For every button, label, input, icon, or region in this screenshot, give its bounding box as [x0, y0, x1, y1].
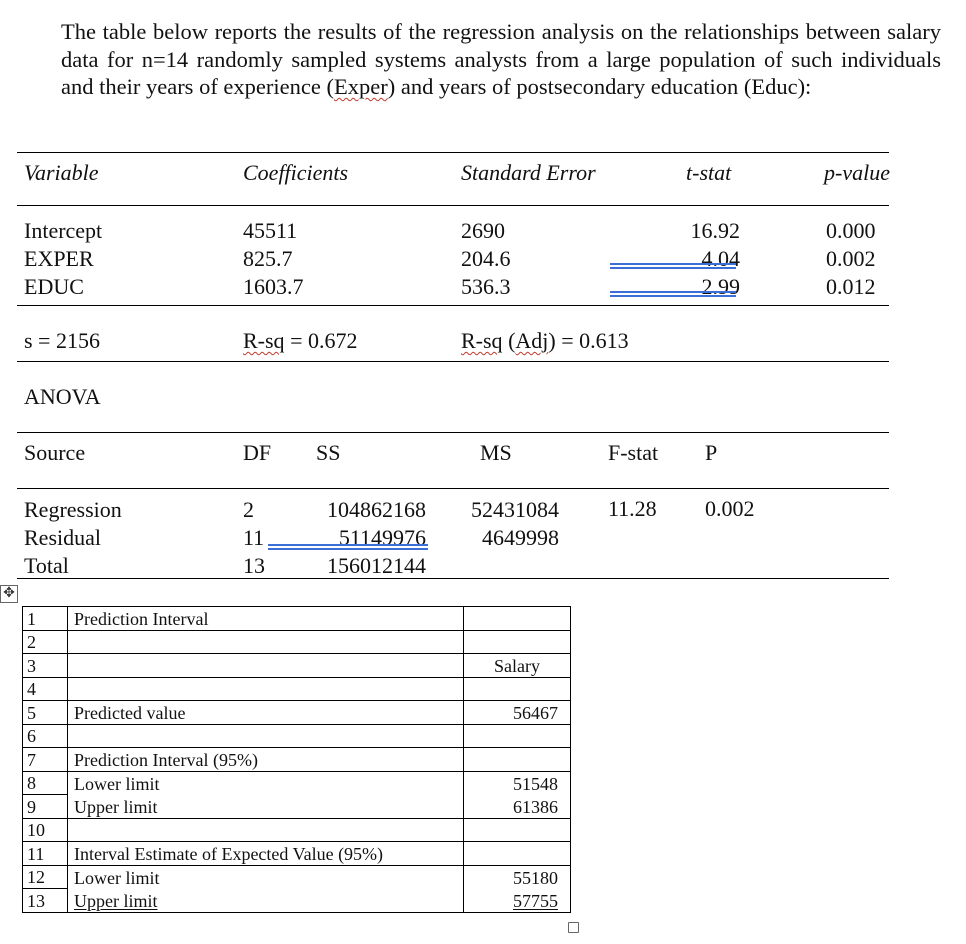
row-value: 56467 [464, 701, 571, 725]
r-sq-value: = 0.672 [284, 328, 358, 353]
table-row [23, 865, 571, 889]
intro-text-2: ) and years of postsecondary education (Educ): [387, 74, 812, 99]
anova-ss-col [300, 496, 426, 580]
row-label: Upper limit [68, 889, 464, 913]
table-row [23, 818, 571, 842]
se-col [461, 217, 511, 301]
row-value [464, 818, 571, 842]
header-bottom-rule [17, 205, 889, 206]
intro-exper: Exper [333, 74, 388, 99]
row-label [68, 630, 464, 654]
prediction-interval-table [22, 606, 571, 913]
row-label: Lower limit [68, 865, 464, 889]
r-sq-adj: R-sq (Adj) = 0.613 [461, 328, 629, 353]
r-sq-adj-label: R-sq [461, 328, 503, 353]
r-sq-adj-value: ) = 0.613 [548, 328, 629, 353]
s-value: s = 2156 [24, 328, 100, 353]
header-coefficients: Coefficients [243, 160, 349, 185]
row-number: 9 [23, 795, 68, 819]
t-exper: 4.04 [701, 246, 740, 271]
table-row [23, 607, 571, 631]
p-intercept: 0.000 [826, 218, 876, 243]
row-value: 55180 [464, 865, 571, 889]
anova-header-ss: SS [316, 440, 341, 465]
row-number: 11 [23, 842, 68, 866]
row-number: 4 [23, 677, 68, 701]
t-educ: 2.99 [701, 274, 740, 299]
table-row [23, 677, 571, 701]
table-row [23, 701, 571, 725]
anova-header-ms: MS [480, 440, 512, 465]
anova-ss-regression: 104862168 [327, 497, 426, 522]
row-number: 10 [23, 818, 68, 842]
row-value: 57755 [464, 889, 571, 913]
header-standard-error: Standard Error [461, 160, 596, 185]
stats-bottom-rule [17, 361, 889, 362]
se-intercept: 2690 [461, 218, 505, 243]
coef-intercept: 45511 [243, 218, 298, 243]
blue-underline-1 [610, 263, 736, 265]
row-number: 8 [23, 771, 68, 795]
r-sq-label: R-sq [243, 328, 285, 353]
p-col [826, 217, 876, 301]
coef-bottom-rule [17, 305, 889, 306]
blue-underline-2 [610, 267, 736, 269]
intro-paragraph [61, 18, 941, 101]
var-col [24, 217, 102, 301]
row-value [464, 677, 571, 701]
table-row [23, 842, 571, 866]
row-value [464, 842, 571, 866]
anova-bottom-rule [17, 578, 889, 579]
table-row [23, 724, 571, 748]
row-label: Upper limit [68, 795, 464, 819]
row-value-salary: Salary [464, 654, 571, 678]
se-exper: 204.6 [461, 246, 511, 271]
var-exper: EXPER [24, 246, 94, 271]
anova-f-regression: 11.28 [608, 496, 657, 521]
row-number: 12 [23, 865, 68, 889]
r-sq-adj-label2: Adj [515, 328, 549, 353]
table-row [23, 795, 571, 819]
header-variable: Variable [24, 160, 99, 185]
row-label: Interval Estimate of Expected Value (95%) [68, 842, 464, 866]
anova-source-residual: Residual [24, 525, 101, 550]
row-value: 51548 [464, 771, 571, 795]
row-number: 3 [23, 654, 68, 678]
table-row [23, 889, 571, 913]
table-row [23, 748, 571, 772]
t-intercept: 16.92 [690, 218, 740, 243]
row-number: 13 [23, 889, 68, 913]
table-row [23, 630, 571, 654]
se-educ: 536.3 [461, 274, 511, 299]
anova-source-regression: Regression [24, 497, 122, 522]
anova-df-total: 13 [243, 553, 265, 578]
row-number: 1 [23, 607, 68, 631]
row-number: 7 [23, 748, 68, 772]
coef-educ: 1603.7 [243, 274, 304, 299]
row-label: Prediction Interval (95%) [68, 748, 464, 772]
row-value: 61386 [464, 795, 571, 819]
anova-header-source: Source [24, 440, 86, 465]
coef-col [243, 217, 304, 301]
anova-header-fstat: F-stat [608, 440, 659, 465]
anova-ms-regression: 52431084 [471, 497, 559, 522]
anova-ss-total: 156012144 [327, 553, 426, 578]
row-value [464, 724, 571, 748]
move-handle-icon[interactable]: ✥ [0, 585, 18, 603]
anova-header-df: DF [243, 440, 272, 465]
var-educ: EDUC [24, 274, 84, 299]
anova-header-rule [17, 488, 889, 489]
anova-title: ANOVA [24, 384, 101, 409]
coef-exper: 825.7 [243, 246, 293, 271]
table-row [23, 654, 571, 678]
blue-underline-ss-2 [268, 548, 428, 550]
intro-text-1: The table below reports the results of the regression analysis on the relationships between salary data for n=14 randomly sampled systems analysts from a large population of such individuals and their years of experience ( [61, 19, 941, 99]
anova-ms-col [440, 496, 559, 552]
anova-df-col [243, 496, 265, 580]
anova-ss-residual: 51149976 [338, 525, 426, 550]
row-label: Predicted value [68, 701, 464, 725]
anova-p-regression: 0.002 [705, 496, 755, 521]
header-t-stat: t-stat [686, 160, 732, 185]
t-col [660, 217, 740, 301]
p-educ: 0.012 [826, 274, 876, 299]
anova-source-total: Total [24, 553, 69, 578]
table-top-rule [17, 152, 889, 153]
row-value [464, 748, 571, 772]
anova-df-residual: 11 [243, 525, 265, 550]
anova-ms-residual: 4649998 [482, 525, 559, 550]
anova-header-p: P [705, 440, 718, 465]
row-label [68, 818, 464, 842]
r-sq [243, 328, 357, 354]
header-p-value: p-value [824, 160, 890, 185]
blue-underline-3 [610, 291, 736, 293]
var-intercept: Intercept [24, 218, 103, 243]
anova-df-regression: 2 [243, 497, 254, 522]
row-number: 5 [23, 701, 68, 725]
row-number: 6 [23, 724, 68, 748]
row-value [464, 607, 571, 631]
blue-underline-ss-1 [268, 544, 428, 546]
row-label [68, 677, 464, 701]
row-label: Prediction Interval [68, 607, 464, 631]
row-number: 2 [23, 630, 68, 654]
p-exper: 0.002 [826, 246, 876, 271]
anova-title-rule [17, 432, 889, 433]
row-label [68, 724, 464, 748]
row-label [68, 654, 464, 678]
anova-source-col [24, 496, 122, 580]
row-label: Lower limit [68, 771, 464, 795]
resize-handle-icon[interactable] [568, 922, 579, 933]
blue-underline-4 [610, 295, 736, 297]
row-value [464, 630, 571, 654]
table-row [23, 771, 571, 795]
